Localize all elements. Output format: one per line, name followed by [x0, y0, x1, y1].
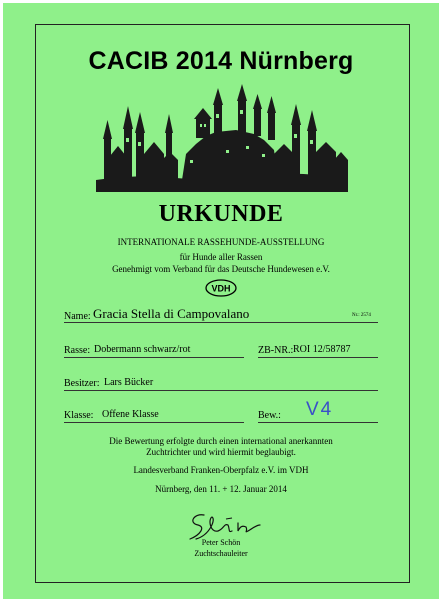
rating-value: V4 — [306, 399, 334, 420]
city-skyline-illustration — [96, 84, 348, 192]
zb-number-value: ROI 12/58787 — [293, 344, 351, 355]
owner-line — [64, 390, 378, 391]
verification-line-2: Zuchtrichter und wird hiermit beglaubigt. — [146, 447, 296, 457]
zb-number-line — [258, 357, 378, 358]
vdh-logo — [205, 279, 237, 297]
class-value: Offene Klasse — [102, 409, 159, 420]
show-type-line: INTERNATIONALE RASSEHUNDE-AUSSTELLUNG — [117, 237, 325, 247]
name-label: Name: — [64, 311, 91, 322]
name-value: Gracia Stella di Campovalano — [93, 306, 250, 321]
page-title: CACIB 2014 Nürnberg — [88, 47, 354, 75]
owner-value: Lars Bücker — [104, 377, 154, 388]
breeds-line: für Hunde aller Rassen — [179, 252, 263, 262]
rating-line — [258, 422, 378, 423]
class-label: Klasse: — [64, 410, 94, 421]
name-line — [64, 322, 378, 323]
breed-label: Rasse: — [64, 345, 91, 356]
association-line: Landesverband Franken-Oberpfalz e.V. im VDH — [133, 465, 309, 475]
breed-line — [64, 357, 244, 358]
breed-value: Dobermann schwarz/rot — [94, 344, 191, 355]
class-line — [64, 422, 244, 423]
signer-role: Zuchtschauleiter — [194, 549, 248, 558]
vdh-logo-text: VDH — [211, 283, 231, 294]
serial-number: Nr.: 2574 — [352, 313, 371, 318]
approval-line: Genehmigt vom Verband für das Deutsche Hundewesen e.V. — [112, 264, 330, 274]
signer-name: Peter Schön — [201, 538, 241, 547]
zb-number-label: ZB-NR.: — [258, 345, 294, 356]
rating-label: Bew.: — [258, 410, 281, 421]
owner-label: Besitzer: — [64, 378, 100, 389]
verification-line-1: Die Bewertung erfolgte durch einen international anerkannten — [109, 436, 333, 446]
certificate-heading: URKUNDE — [158, 201, 284, 227]
date-line: Nürnberg, den 11. + 12. Januar 2014 — [155, 484, 287, 494]
